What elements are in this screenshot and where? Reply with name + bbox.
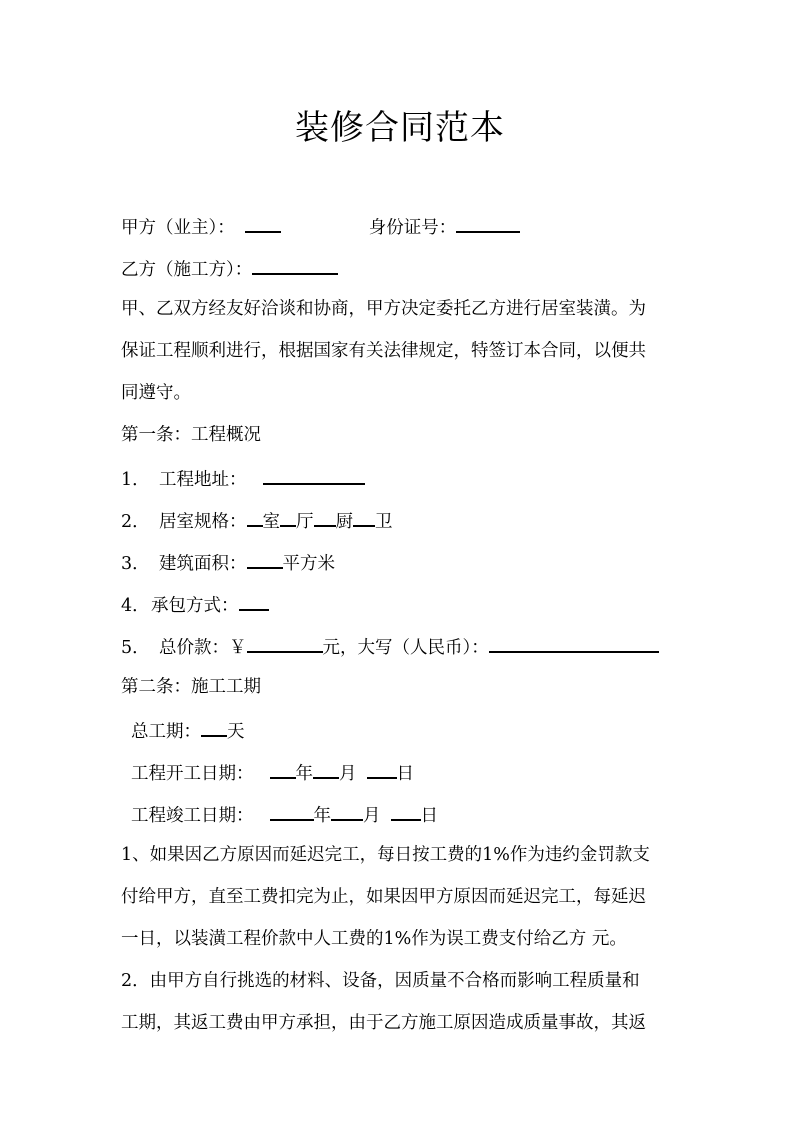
room-blank <box>247 507 263 527</box>
item-label: 居室规格： <box>159 512 247 532</box>
item-floor-area <box>121 549 335 576</box>
day-label: 日 <box>396 764 414 784</box>
item-room-spec <box>121 507 393 534</box>
item-label: 建筑面积： <box>159 554 247 574</box>
item-contract-type <box>121 591 269 618</box>
end-date-label: 工程竣工日期： <box>131 806 254 826</box>
bath-blank <box>353 507 375 527</box>
clause-line-4: 2．由甲方自行挑选的材料、设备，因质量不合格而影响工程质量和 <box>121 971 640 991</box>
item-address <box>121 465 365 492</box>
item-number: 3． <box>121 554 150 574</box>
start-day-blank <box>367 759 397 779</box>
party-a-blank <box>245 213 281 233</box>
hall-unit: 厅 <box>296 512 314 532</box>
year-label: 年 <box>313 806 331 826</box>
month-label: 月 <box>363 806 381 826</box>
day-label: 日 <box>420 806 438 826</box>
kitchen-blank <box>314 507 336 527</box>
duration-unit: 天 <box>227 722 245 742</box>
start-date <box>131 759 414 786</box>
bath-unit: 卫 <box>375 512 393 532</box>
party-a-line <box>121 213 520 240</box>
clause-line-1: 1、如果因乙方原因而延迟完工，每日按工费的1%作为违约金罚款支 <box>121 845 650 865</box>
end-day-blank <box>391 801 421 821</box>
end-month-blank <box>331 801 363 821</box>
item-label: 总价款：￥ <box>159 638 247 658</box>
price-words-blank <box>489 633 659 653</box>
party-a-label: 甲方（业主）： <box>121 218 235 238</box>
article-2-heading: 第二条：施工工期 <box>121 677 261 697</box>
article-1-heading: 第一条：工程概况 <box>121 425 261 445</box>
id-number-label: 身份证号： <box>368 218 457 238</box>
end-year-blank <box>270 801 314 821</box>
party-b-label: 乙方（施工方）： <box>121 260 253 280</box>
clause-line-5: 工期，其返工费由甲方承担，由于乙方施工原因造成质量事故，其返 <box>121 1013 646 1033</box>
area-blank <box>247 549 283 569</box>
year-label: 年 <box>295 764 313 784</box>
kitchen-unit: 厨 <box>335 512 353 532</box>
item-label: 工程地址： <box>159 470 247 490</box>
total-duration <box>131 717 245 744</box>
start-date-label: 工程开工日期： <box>131 764 254 784</box>
id-number-blank <box>456 213 520 233</box>
item-number: 5． <box>121 638 150 658</box>
start-month-blank <box>313 759 339 779</box>
intro-line-3: 同遵守。 <box>121 383 191 403</box>
intro-line-1: 甲、乙双方经友好洽谈和协商，甲方决定委托乙方进行居室装潢。为 <box>121 299 646 319</box>
address-blank <box>263 465 365 485</box>
party-b-line <box>121 255 338 282</box>
duration-blank <box>201 717 227 737</box>
item-total-price <box>121 633 659 660</box>
room-unit: 室 <box>262 512 280 532</box>
intro-line-2: 保证工程顺利进行，根据国家有关法律规定，特签订本合同，以便共 <box>121 341 646 361</box>
price-blank <box>247 633 323 653</box>
duration-label: 总工期： <box>131 722 201 742</box>
item-number: 2． <box>121 512 150 532</box>
contract-type-blank <box>239 591 269 611</box>
document-title: 装修合同范本 <box>295 108 505 148</box>
month-label: 月 <box>339 764 357 784</box>
area-unit: 平方米 <box>282 554 335 574</box>
item-label: 承包方式： <box>151 596 239 616</box>
clause-line-3: 一日，以装潢工程价款中人工费的1%作为误工费支付给乙方 元。 <box>121 929 627 949</box>
end-date <box>131 801 438 828</box>
price-unit: 元，大写（人民币）： <box>322 638 489 658</box>
start-year-blank <box>270 759 296 779</box>
party-b-blank <box>252 255 338 275</box>
item-number: 4． <box>121 596 150 616</box>
clause-line-2: 付给甲方，直至工费扣完为止，如果因甲方原因而延迟完工，每延迟 <box>121 887 646 907</box>
item-number: 1． <box>121 470 150 490</box>
hall-blank <box>280 507 296 527</box>
